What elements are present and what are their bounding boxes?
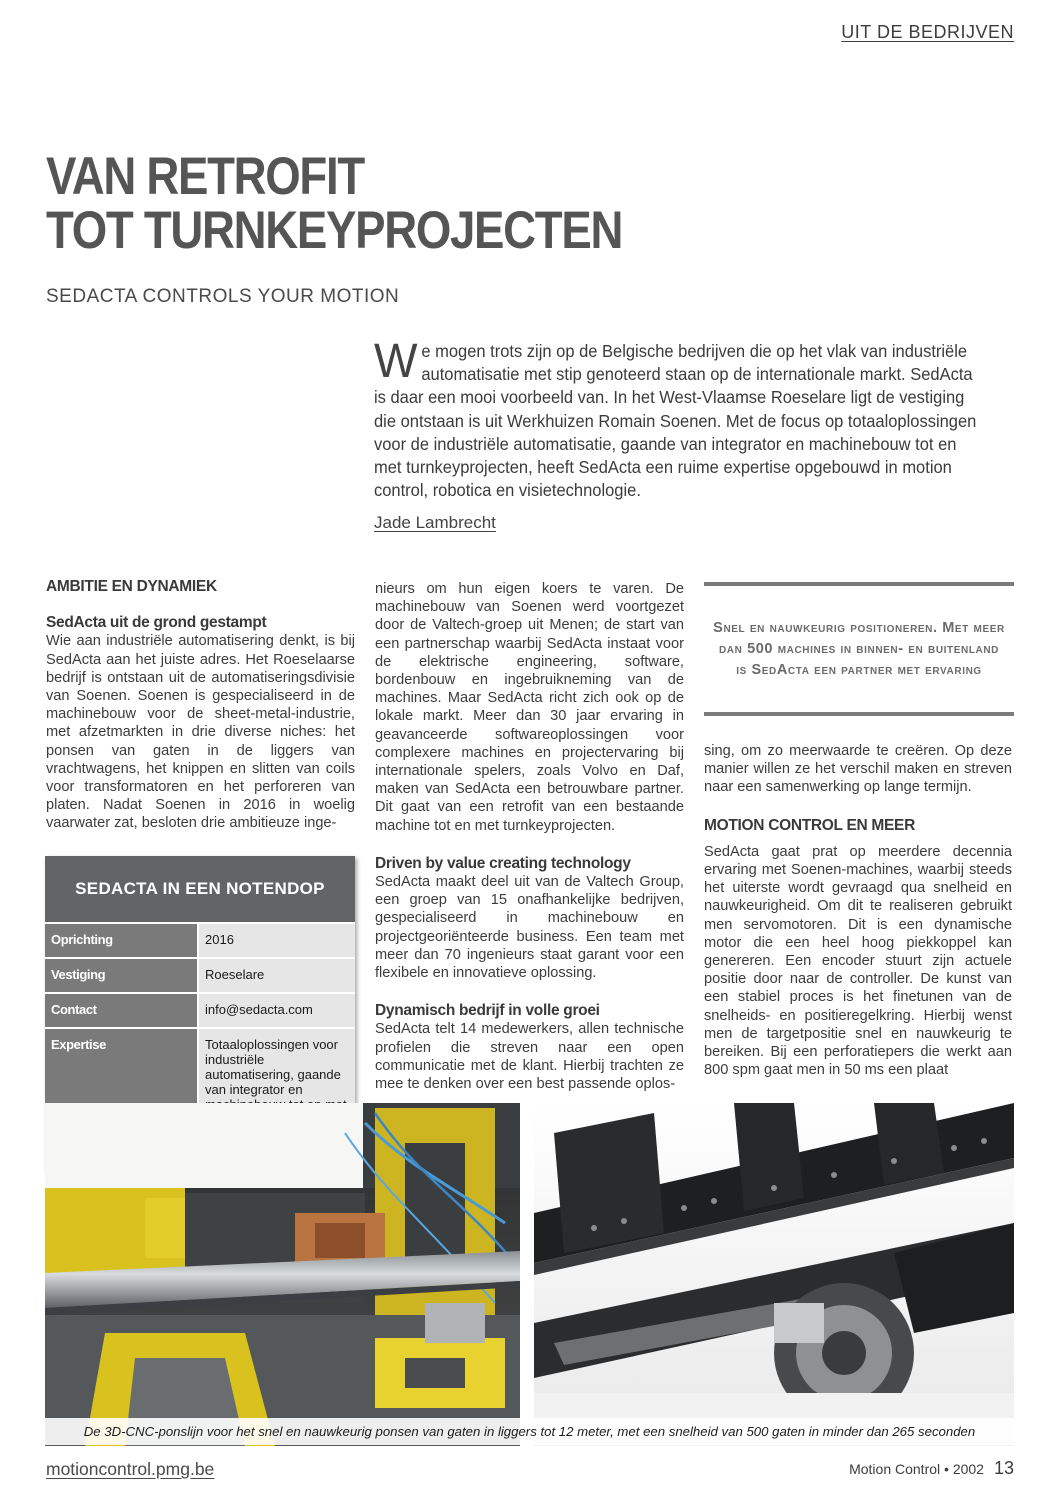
column-3 [704,742,1012,1079]
paragraph-col3-continuation: sing, om zo meerwaarde te creëren. Op deze manier willen ze het verschil maken en streven naar een samenwerking op lange termijn. [704,743,1012,796]
drop-cap: W [374,335,418,388]
paragraph-motion-control: SedActa gaat prat op meerdere decennia ervaring met Soenen-machines, waarbij steeds het uiterste wordt gevraagd qua snelheid en nauwkeurigheid. Om dit te realiseren gebruikt men servomotoren. Dit is een dynamische motor die een heel hoog piekkoppel kan genereren. Een encoder stuurt zijn actuele positie door naar de controller. De kunst van een stabiel proces is het finetunen van de snelheids- en positieregelkring. Hierbij wenst men de targetpositie snel en nauwkeurig te bereiken. Bij een perforatiepers die werkt aan 800 spm gaat men in 50 ms een plaat [704,843,1012,1079]
article-title-line-1: VAN RETROFIT [46,147,364,206]
fact-row [45,923,355,958]
fact-box-title: SEDACTA IN EEN NOTENDOP [45,856,355,922]
article-subtitle: SEDACTA CONTROLS YOUR MOTION [46,286,400,307]
column-1 [46,578,355,833]
footer-info [849,1458,1014,1479]
fact-value[interactable] [198,993,355,1028]
truck-chassis-illustration [534,1103,1014,1446]
paragraph-uit-de-grond: Wie aan industriële automatisering denkt, is bij SedActa aan het juiste adres. Het Roeselaarse bedrijf is ontstaan uit de automatiseringsdivisie van Soenen. Soenen is gespecialiseerd in de machinebouw voor de sheet-metal-industrie, met afzetmarkten in drie diverse niches: het ponsen van gaten in de liggers van vrachtwagens, het knippen en slitten van coils voor transformatoren en het perforeren van platen. Nadat Soenen in 2016 in woelig vaarwater zat, besloten drie ambitieuze inge- [46,633,355,832]
photo-truck-chassis [534,1103,1014,1446]
intro-text: e mogen trots zijn op de Belgische bedrijven die op het vlak van industriële automatisatie met stip genoteerd staan op de internationale markt. SedActa is daar een mooi voorbeeld van. In het West-Vlaamse Roeselare ligt de vestiging die ontstaan is uit Werkhuizen Romain Soenen. Met de focus op totaaloplossingen voor de industriële automatisatie, gaande van integrator en machinebouw tot en met turnkeyprojecten, heeft SedActa een ruime expertise opgebouwd in motion control, robotica en visietechnologie. [374,341,977,501]
author-byline: Jade Lambrecht [374,513,496,532]
subheading-uit-de-grond: SedActa uit de grond gestampt [46,614,267,632]
fact-value: Totaaloplossingen voor industriële automatisering, gaande van integrator en [198,1028,355,1136]
cnc-machine-illustration [45,1103,520,1446]
paragraph-continuation: nieurs om hun eigen koers te varen. De machinebouw van Soenen werd voortgezet door de Valtech-groep uit Menen; de start van een partnerschap waarbij SedActa instaat voor de elektrische engineering, software, bordenbouw en ingebruikneming van de machines. Maar SedActa richt zich ook op de lokale markt. Meer dan 30 jaar ervaring in geavanceerde softwareoplossingen voor complexere machines en projectervaring bij internationale spelers, zoals Volvo en Daf, maken van SedActa een betrouwbare partner. Dit gaat van een retrofit van een bestaande machine tot en met turnkeyprojecten. [375,581,684,834]
fact-value: 2016 [198,923,355,958]
section-tag: UIT DE BEDRIJVEN [841,22,1014,42]
fact-label: Contact [45,993,198,1028]
article-intro [374,335,981,502]
column-2 [375,580,684,1093]
fact-label: Expertise [45,1028,198,1136]
pull-quote: Snel en nauwkeurig positioneren. Met meer dan 500 machines in binnen- en buitenland is SedActa een partner met ervaring [704,582,1014,716]
subheading-driven-by-value: Driven by value creating technology [375,854,631,872]
subheading-dynamisch-bedrijf: Dynamisch bedrijf in volle groei [375,1002,600,1020]
photo-cnc-punching-line [45,1103,520,1446]
fact-row [45,993,355,1028]
footer-website-link[interactable]: motioncontrol.pmg.be [46,1459,215,1479]
photo-caption: De 3D-CNC-ponslijn voor het snel en nauwkeurig ponsen van gaten in liggers tot 12 meter, met een snelheid van 500 gaten in minder dan 265 seconden [45,1418,1014,1445]
fact-label: Oprichting [45,923,198,958]
paragraph-driven-by-value: SedActa maakt deel uit van de Valtech Group, een groep van 15 onafhankelijke bedrijven, gespecialiseerd in machinebouw en projectgeoriënteerde business. Een team met meer dan 70 ingenieurs staat garant voor een flexibele en innovatieve oplossing. [375,874,684,982]
contact-email-link[interactable]: info@sedacta.com [205,1002,313,1017]
fact-row [45,958,355,993]
article-title-line-2: TOT TURNKEYPROJECTEN [46,201,623,260]
paragraph-dynamisch-bedrijf: SedActa telt 14 medewerkers, allen technische profielen die streven naar een open communicatie met de klant. Hierbij trachten ze mee te denken over een best passende oplos- [375,1021,684,1093]
magazine-issue: Motion Control • 2002 [849,1461,984,1477]
fact-label: Vestiging [45,958,198,993]
page-number: 13 [993,1458,1014,1478]
section-heading-motion-control: MOTION CONTROL EN MEER [704,816,915,834]
article-title [46,147,648,260]
section-heading-ambitie: AMBITIE EN DYNAMIEK [46,578,217,595]
fact-value: Roeselare [198,958,355,993]
